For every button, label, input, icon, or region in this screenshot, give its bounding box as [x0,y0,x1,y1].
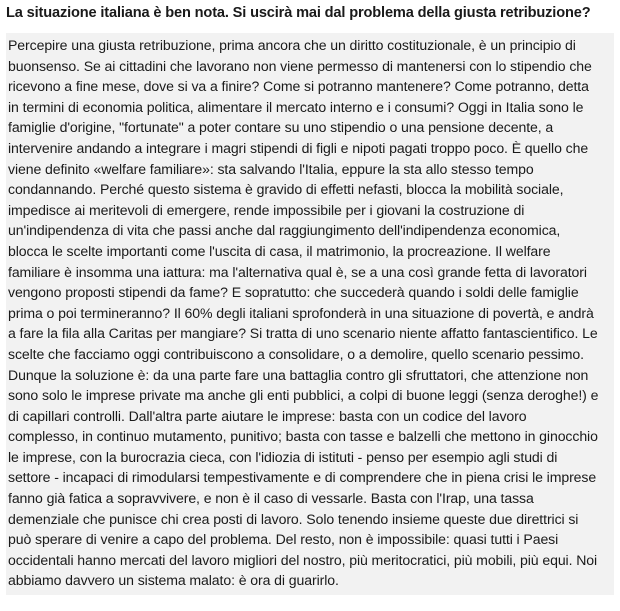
body-line: fanno già fatica a sopravvivere, e non è il caso di vessarle. Basta con l'Irap, una tassa [8,490,534,507]
body-line: un'indipendenza di vita che passi anche dal raggiungimento dell'indipendenza economica, [8,222,561,239]
body-line: abbiamo davvero un sistema malato: è ora di guarirlo. [8,572,339,589]
body-line: settore - incapaci di rimodularsi tempestivamente e di comprendere che in piena crisi le imprese [8,469,597,486]
body-line: vengono proposti stipendi da fame? E sopratutto: che succederà quando i soldi delle famiglie [8,284,579,301]
body-line: prima o poi termineranno? Il 60% degli italiani sprofonderà in una situazione di povertà, e andrà [8,304,594,321]
body-line: blocca le scelte importanti come l'uscita di casa, il matrimonio, la procreazione. Il welfare [8,242,551,259]
body-line: le imprese, con la burocrazia cieca, con l'idiozia di istituti - penso per esempio agli studi di [8,448,558,465]
body-line: viene definito «welfare familiare»: sta salvando l'Italia, eppure la sta allo stesso tempo [8,160,534,177]
body-line: in termini di economia politica, alimentare il mercato interno e i consumi? Oggi in Italia sono le [8,98,584,115]
body-line: demenziale che punisce chi crea posti di lavoro. Solo tenendo insieme queste due direttrici si [8,510,579,527]
body-line: familiare è insomma una iattura: ma l'alternativa qual è, se a una così grande fetta di lavoratori [8,263,587,280]
body-line: sono solo le imprese private ma anche gli enti pubblici, a colpi di buone leggi (senza deroghe!) e [8,387,599,404]
body-line: famiglie d'origine, "fortunate" a poter contare su uno stipendio o una pensione decente, a [8,119,554,136]
body-line: Dunque la soluzione è: da una parte fare una battaglia contro gli sfruttatori, che attenzione non [8,366,589,383]
article-body [6,33,614,595]
body-line: occidentali hanno mercati del lavoro migliori del nostro, più meritocratici, più mobili, più equi. Noi [8,551,598,568]
body-line: scelte che facciamo oggi contribuiscono a consolidare, o a demolire, quello scenario pessimo. [8,345,584,362]
article-title: La situazione italiana è ben nota. Si uscirà mai dal problema della giusta retribuzione? [6,5,591,21]
body-line: di capillari controlli. Dall'altra parte aiutare le imprese: basta con un codice del lavoro [8,407,527,424]
body-line: impedisce ai meritevoli di emergere, rende impossibile per i giovani la costruzione di [8,201,525,218]
body-line: Percepire una giusta retribuzione, prima ancora che un diritto costituzionale, è un principio di [8,37,576,53]
body-line: buonsenso. Se ai cittadini che lavorano non viene permesso di mantenersi con lo stipendio che [8,57,592,74]
body-line: complesso, in continuo mutamento, punitivo; basta con tasse e balzelli che mettono in ginocchio [8,428,598,445]
body-line: condannando. Perché questo sistema è gravido di effetti nefasti, blocca la mobilità sociale, [8,181,564,198]
body-line: può sperare di venire a capo del problema. Del resto, non è impossibile: quasi tutti i Paesi [8,531,559,548]
body-line: a fare la fila alla Caritas per mangiare? Si tratta di uno scenario niente affatto fantascientifico. Le [8,325,598,342]
body-line: ricevono a fine mese, dove si va a finire? Come si potranno mantenere? Come potranno, detta [8,78,589,95]
body-line: intervenire andando a integrare i magri stipendi di figli e nipoti pagati troppo poco. È quello che [8,139,589,156]
